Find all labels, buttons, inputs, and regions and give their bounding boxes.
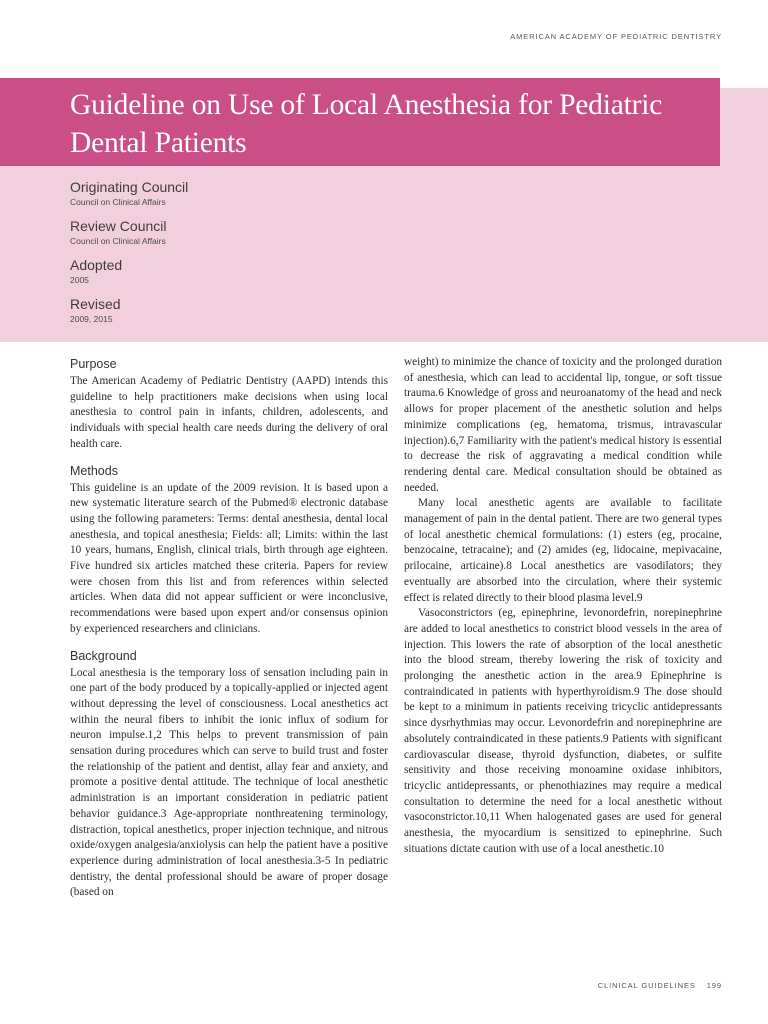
section-heading-purpose: Purpose <box>70 357 117 371</box>
metadata-list <box>70 178 470 334</box>
meta-value: Council on Clinical Affairs <box>70 236 166 246</box>
column-right <box>404 355 722 858</box>
paragraph-background-continued: weight) to minimize the chance of toxicity and the prolonged duration of anesthesia, which can lead to accidental lip, tongue, or soft tissue trauma.6 Knowledge of gross and neuroanatomy of the head and neck allows for proper placement of the anesthetic solution and helps minimize complications (eg, hematoma, trismus, intravascular injection).6,7 Familiarity with the patient's medical history is essential to decrease the risk of aggravating a medical condition while rendering dental care. Medical consultation should be obtained as needed. <box>404 356 722 494</box>
paragraph-purpose: The American Academy of Pediatric Dentistry (AAPD) intends this guideline to help practitioners make decisions when using local anesthesia to control pain in infants, children, adolescents, and individuals with special health care needs during the delivery of oral health care. <box>70 375 388 450</box>
page-number: 199 <box>706 981 722 990</box>
paragraph-vasoconstrictors: Vasoconstrictors (eg, epinephrine, levonordefrin, norepinephrine are added to local anesthetics to constrict blood vessels in the area of injection. This lowers the rate of absorption of the local anesthetic into the blood stream, thereby lowering the risk of toxicity and prolonging the anesthetic action in the area.9 Epinephrine is contraindicated in patients with hyperthyroidism.9 The dose should be kept to a minimum in patients receiving tricyclic antidepressants since dysrhythmias may occur. Levonordefrin and norepinephrine are absolutely contraindicated in these patients.9 Patients with significant cardiovascular disease, thyroid dysfunction, diabetes, or sulfite sensitivity and those receiving monoamine oxidase inhibitors, tricyclic antidepressants, or phenothiazines may require a medical consultation to determine the need for a local anesthetic without vasoconstrictor.10,11 When halogenated gases are used for general anesthesia, the myocardium is sensitized to epinephrine. Such situations dictate caution with use of a local anesthetic.10 <box>404 607 722 855</box>
meta-value: 2005 <box>70 275 89 285</box>
paragraph-background: Local anesthesia is the temporary loss of sensation including pain in one part of the body produced by a topically-applied or injected agent without depressing the level of consciousness. Local anesthetics act within the neural fibers to inhibit the ionic influx of sodium for neuron impulse.1,2 This helps to prevent transmission of pain sensation during procedures which can serve to build trust and foster the relationship of the patient and dentist, allay fear and anxiety, and promote a positive dental attitude. The technique of local anesthetic administration is an important consideration in pediatric patient behavior guidance.3 Age-appropriate nonthreatening terminology, distraction, topical anesthetics, proper injection technique, and nitrous oxide/oxygen analgesia/anxiolysis can help the patient have a positive experience during administration of local anesthesia.3-5 In pediatric dentistry, the dental professional should be aware of proper dosage (based on <box>70 666 388 899</box>
meta-value: Council on Clinical Affairs <box>70 197 166 207</box>
meta-label: Review Council <box>70 218 167 234</box>
meta-revised <box>70 295 470 325</box>
page-footer <box>598 981 722 990</box>
footer-section: CLINICAL GUIDELINES <box>597 981 696 990</box>
meta-label: Originating Council <box>70 179 189 195</box>
column-left <box>70 355 388 901</box>
meta-adopted <box>70 256 470 286</box>
paragraph-methods: This guideline is an update of the 2009 revision. It is based upon a new systematic literature search of the Pubmed® electronic database using the following parameters: Terms: dental anesthesia, dental local anesthesia, and topical anesthesia; Fields: all; Limits: within the last 10 years, humans, English, clinical trials, birth through age eighteen. Five hundred six articles matched these criteria. Papers for review were chosen from this list and from references within selected articles. When data did not appear sufficient or were inconclusive, recommendations were based upon expert and/or consensus opinion by experienced researchers and clinicians. <box>70 481 388 635</box>
meta-value: 2009, 2015 <box>70 314 113 324</box>
meta-review-council <box>70 217 470 247</box>
meta-label: Revised <box>70 296 121 312</box>
document-title: Guideline on Use of Local Anesthesia for Pediatric Dental Patients <box>70 89 663 159</box>
meta-label: Adopted <box>70 257 123 273</box>
section-heading-background: Background <box>70 648 137 663</box>
paragraph-anesthetic-agents: Many local anesthetic agents are available to facilitate management of pain in the dental patient. There are two general types of local anesthetic chemical formulations: (1) esters (eg, procaine, benzocaine, tetracaine); and (2) amides (eg, lidocaine, mepivacaine, prilocaine, articaine).8 Local anesthetics are vasodilators; they eventually are absorbed into the circulation, where their systemic effect is related directly to their blood plasma level.9 <box>404 497 722 604</box>
meta-originating-council <box>70 178 470 208</box>
section-heading-methods: Methods <box>70 463 118 478</box>
running-head: AMERICAN ACADEMY OF PEDIATRIC DENTISTRY <box>510 32 722 41</box>
